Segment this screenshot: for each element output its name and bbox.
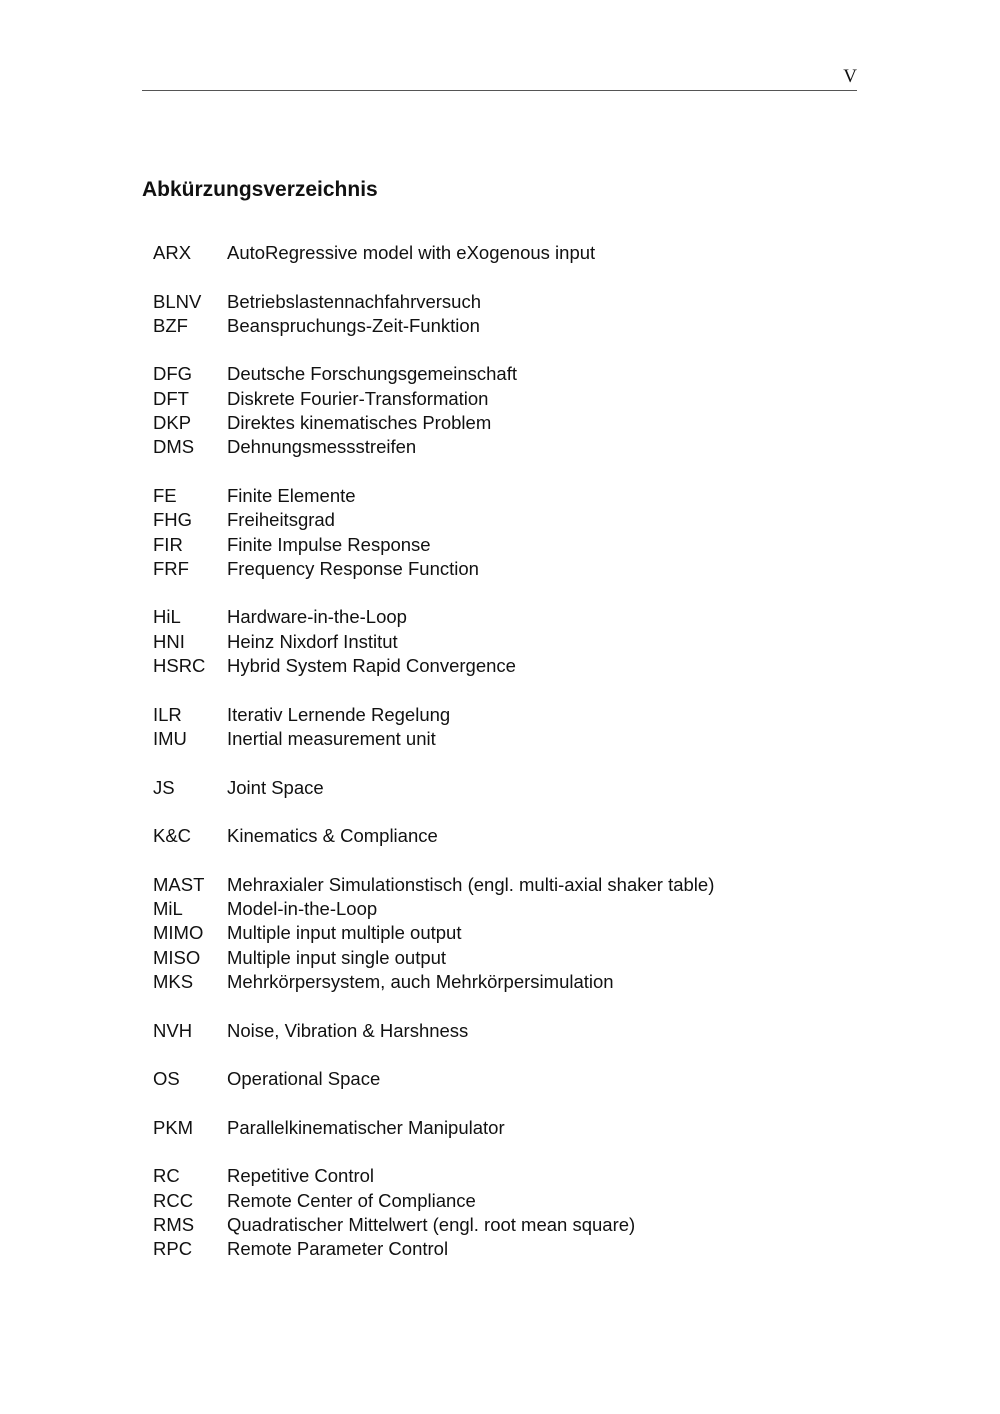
abbreviation-definition: AutoRegressive model with eXogenous input	[227, 242, 596, 263]
abbreviation-term: ARX	[153, 242, 192, 263]
abbreviation-entry	[153, 946, 853, 970]
abbreviation-definition: Repetitive Control	[227, 1165, 375, 1187]
abbreviation-definition: Inertial measurement unit	[227, 727, 436, 749]
abbreviation-group	[153, 873, 853, 994]
abbreviation-term: FIR	[153, 533, 183, 555]
abbreviation-definition: Mehraxialer Simulationstisch (engl. multi-axial shaker table)	[227, 873, 715, 895]
abbreviation-entry	[153, 873, 853, 897]
abbreviation-definition: Multiple input single output	[227, 946, 447, 968]
abbreviation-entry	[153, 435, 853, 459]
abbreviation-entry	[153, 362, 853, 386]
abbreviation-term: MISO	[153, 946, 201, 968]
abbreviation-group	[153, 824, 853, 848]
abbreviation-entry	[153, 484, 853, 508]
abbreviation-term: BZF	[153, 314, 188, 336]
abbreviation-entry	[153, 921, 853, 945]
abbreviation-entry	[153, 703, 853, 727]
abbreviation-entry	[153, 1237, 853, 1261]
abbreviation-term: IMU	[153, 727, 187, 749]
page-number: V	[843, 66, 857, 87]
abbreviation-entry	[153, 727, 853, 751]
abbreviation-definition: Finite Elemente	[227, 484, 356, 506]
abbreviation-term: MAST	[153, 873, 205, 895]
abbreviation-term: PKM	[153, 1116, 194, 1138]
abbreviation-definition: Remote Center of Compliance	[227, 1189, 476, 1211]
header-rule	[142, 90, 857, 91]
abbreviation-entry	[153, 533, 853, 557]
abbreviation-term: HiL	[153, 606, 181, 628]
abbreviation-entry	[153, 1213, 853, 1237]
abbreviation-entry	[153, 605, 853, 629]
abbreviation-entry	[153, 1067, 853, 1091]
abbreviation-term: FRF	[153, 557, 189, 579]
abbreviation-definition: Model-in-the-Loop	[227, 898, 378, 920]
abbreviation-term: MKS	[153, 970, 194, 992]
abbreviation-entry	[153, 630, 853, 654]
abbreviation-definition: Beanspruchungs-Zeit-Funktion	[227, 314, 480, 336]
abbreviation-term: DKP	[153, 412, 192, 434]
abbreviation-term: JS	[153, 776, 175, 798]
abbreviation-definition: Deutsche Forschungsgemeinschaft	[227, 363, 517, 385]
abbreviation-group	[153, 241, 853, 265]
abbreviation-group	[153, 362, 853, 459]
abbreviation-term: HNI	[153, 630, 185, 652]
abbreviation-definition: Iterativ Lernende Regelung	[227, 703, 451, 725]
abbreviation-entry	[153, 970, 853, 994]
abbreviation-entry	[153, 411, 853, 435]
abbreviation-entry	[153, 1019, 853, 1043]
abbreviation-entry	[153, 897, 853, 921]
abbreviation-term: RC	[153, 1165, 180, 1187]
abbreviation-definition: Mehrkörpersystem, auch Mehrkörpersimulation	[227, 970, 614, 992]
abbreviation-group	[153, 1164, 853, 1261]
abbreviation-term: NVH	[153, 1019, 193, 1041]
abbreviation-group	[153, 484, 853, 581]
abbreviation-term: DFT	[153, 387, 189, 409]
abbreviation-definition: Diskrete Fourier-Transformation	[227, 387, 489, 409]
abbreviation-entry	[153, 387, 853, 411]
abbreviation-definition: Hardware-in-the-Loop	[227, 606, 407, 628]
abbreviation-definition: Direktes kinematisches Problem	[227, 412, 492, 434]
abbreviation-entry	[153, 654, 853, 678]
abbreviation-group	[153, 1019, 853, 1043]
abbreviation-list	[153, 241, 853, 1286]
abbreviation-definition: Joint Space	[227, 776, 324, 798]
abbreviation-entry	[153, 314, 853, 338]
abbreviation-term: RMS	[153, 1213, 195, 1235]
abbreviation-term: FHG	[153, 509, 193, 531]
abbreviation-term: RPC	[153, 1238, 193, 1260]
abbreviation-definition: Finite Impulse Response	[227, 533, 431, 555]
abbreviation-entry	[153, 1164, 853, 1188]
abbreviation-group	[153, 605, 853, 678]
abbreviation-term: OS	[153, 1068, 180, 1090]
abbreviation-definition: Remote Parameter Control	[227, 1238, 449, 1260]
abbreviation-term: BLNV	[153, 290, 202, 312]
abbreviation-term: K&C	[153, 825, 192, 847]
page-title: Abkürzungsverzeichnis	[142, 178, 378, 201]
abbreviation-group	[153, 290, 853, 339]
abbreviation-term: RCC	[153, 1189, 194, 1211]
abbreviation-group	[153, 776, 853, 800]
abbreviation-group	[153, 1116, 853, 1140]
abbreviation-entry	[153, 776, 853, 800]
abbreviation-definition: Noise, Vibration & Harshness	[227, 1019, 469, 1041]
abbreviation-entry	[153, 508, 853, 532]
abbreviation-term: MiL	[153, 898, 183, 920]
abbreviation-definition: Hybrid System Rapid Convergence	[227, 655, 516, 677]
abbreviation-group	[153, 703, 853, 752]
abbreviation-definition: Multiple input multiple output	[227, 922, 462, 944]
abbreviation-term: DMS	[153, 436, 195, 458]
abbreviation-term: HSRC	[153, 655, 206, 677]
abbreviation-entry	[153, 824, 853, 848]
abbreviation-term: DFG	[153, 363, 193, 385]
abbreviation-definition: Frequency Response Function	[227, 557, 479, 579]
abbreviation-definition: Dehnungsmessstreifen	[227, 436, 417, 458]
abbreviation-definition: Heinz Nixdorf Institut	[227, 630, 398, 652]
abbreviation-entry	[153, 557, 853, 581]
abbreviation-definition: Freiheitsgrad	[227, 509, 335, 531]
abbreviation-definition: Kinematics & Compliance	[227, 825, 438, 847]
abbreviation-entry	[153, 1116, 853, 1140]
abbreviation-term: MIMO	[153, 922, 204, 944]
abbreviation-definition: Quadratischer Mittelwert (engl. root mean square)	[227, 1213, 636, 1235]
abbreviation-entry	[153, 241, 853, 265]
abbreviation-term: ILR	[153, 703, 182, 725]
abbreviation-definition: Operational Space	[227, 1068, 381, 1090]
abbreviation-entry	[153, 290, 853, 314]
abbreviation-entry	[153, 1189, 853, 1213]
abbreviation-term: FE	[153, 484, 177, 506]
abbreviation-group	[153, 1067, 853, 1091]
abbreviation-definition: Betriebslastennachfahrversuch	[227, 290, 482, 312]
abbreviation-definition: Parallelkinematischer Manipulator	[227, 1116, 505, 1138]
